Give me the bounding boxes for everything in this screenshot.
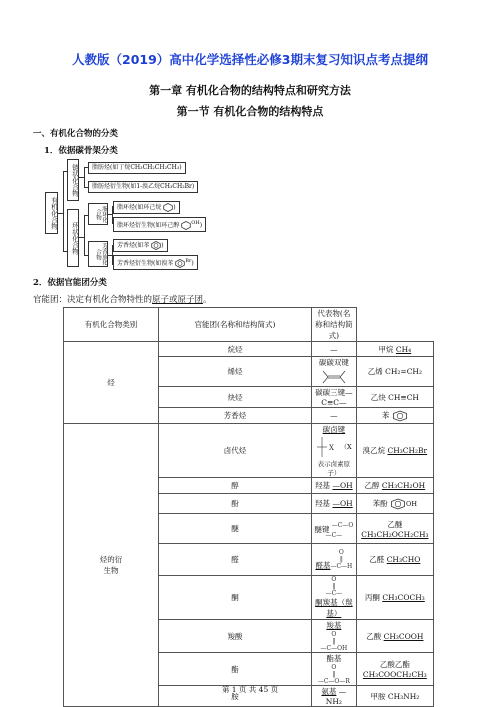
rep-cell: 丙酮 CH₃COCH₃ xyxy=(356,576,433,620)
tree-alicyclic: 脂环化合物 xyxy=(88,203,108,225)
tree-root: 有机化合物 xyxy=(45,192,58,234)
category-cell: 羧酸 xyxy=(159,620,312,653)
functional-group-definition: 官能团：决定有机化合物特性的原子或原子团。 xyxy=(33,295,212,305)
fg-cell: O ‖ —C— 酮羰基（羰基） xyxy=(312,576,357,620)
rep-cell: 乙酸乙酯 CH₃COOCH₂CH₃ xyxy=(356,653,433,686)
rep-cell: 乙炔 CH≡CH xyxy=(356,387,433,408)
heading-functional-group: 2．依据官能团分类 xyxy=(33,278,107,288)
tree-leaf-aliphatic-deriv: 脂肪烃衍生物(如1-溴乙烷CH₃CH₂Br) xyxy=(88,181,198,193)
group-hydrocarbon: 烃 xyxy=(64,342,159,424)
benzene-icon xyxy=(392,410,408,422)
fg-cell: 酯基O ‖ —C—O—R xyxy=(312,653,357,686)
category-cell: 醇 xyxy=(159,478,312,494)
tree-leaf-cycloalkane: 脂环烃(如环己烷 ) xyxy=(113,201,180,214)
fg-cell: 羟基 —OH xyxy=(312,478,357,494)
category-cell: 卤代烃 xyxy=(159,424,312,478)
rep-cell: 乙烯 CH₂=CH₂ xyxy=(356,357,433,387)
page-footer: 第 1 页 共 45 页 xyxy=(221,685,279,694)
group-derivatives: 烃的衍生物 xyxy=(64,424,159,707)
heading-classification: 一、有机化合物的分类 xyxy=(33,129,119,139)
category-cell: 烯烃 xyxy=(159,357,312,387)
carbon-halogen-structure xyxy=(316,435,338,459)
fg-cell: 碳碳双键 xyxy=(312,357,357,387)
table-row xyxy=(64,424,434,478)
benzene-icon xyxy=(390,498,406,510)
classification-tree xyxy=(45,159,245,269)
table-row xyxy=(64,342,434,357)
fg-cell: 碳卤键 X （X表示卤素原子） xyxy=(312,424,357,478)
rep-cell: 乙醛 CH₃CHO xyxy=(356,544,433,576)
fg-cell: 羟基 —OH xyxy=(312,494,357,514)
fg-cell: 氨基 —NH₂ xyxy=(312,686,357,707)
tree-chain: 链状化合物 xyxy=(67,159,79,201)
rep-cell: 甲烷 CH₄ xyxy=(356,342,433,357)
category-cell: 烷烃 xyxy=(159,342,312,357)
rep-cell: 苯 xyxy=(356,408,433,424)
category-cell: 芳香烃 xyxy=(159,408,312,424)
double-bond-structure xyxy=(321,368,347,386)
fg-cell: — xyxy=(312,408,357,424)
fg-cell: — xyxy=(312,342,357,357)
rep-cell: 甲胺 CH₃NH₂ xyxy=(356,686,433,707)
category-cell: 胺 xyxy=(159,686,312,707)
category-cell: 酯 xyxy=(159,653,312,686)
tree-leaf-bromobenzene: 芳香烃衍生物(如溴苯 $^{Br}$) xyxy=(113,255,198,270)
category-cell: 酚 xyxy=(159,494,312,514)
header-representative: 代表物(名称和结构简式) xyxy=(312,308,357,342)
benzene-icon xyxy=(151,241,161,250)
category-cell: 醛 xyxy=(159,544,312,576)
page-title: 人教版（2019）高中化学选择性必修3期末复习知识点考点提纲 xyxy=(72,52,428,67)
table-header-row xyxy=(64,308,434,342)
tree-leaf-aliphatic: 脂肪烃(如丁烷CH₃CH₂CH₂CH₃) xyxy=(88,162,186,174)
tree-leaf-benzene: 芳香烃(如苯 ) xyxy=(113,239,168,252)
benzene-icon xyxy=(175,259,185,268)
header-category: 有机化合物类别 xyxy=(64,308,159,342)
hexagon-icon xyxy=(181,221,191,230)
header-functional-group: 官能团(名称和结构简式) xyxy=(159,308,312,342)
category-cell: 炔烃 xyxy=(159,387,312,408)
section-heading: 第一节 有机化合物的结构特点 xyxy=(176,105,324,118)
heading-carbon-skeleton: 1．依据碳骨架分类 xyxy=(44,146,118,156)
functional-group-table xyxy=(63,307,434,707)
tree-aromatic: 芳香族化合物 xyxy=(88,241,108,267)
rep-cell: 溴乙烷 CH₃CH₂Br xyxy=(356,424,433,478)
tree-leaf-cyclohexanol: 脂环烃衍生物(如环己醇 $^{OH}$) xyxy=(113,217,206,232)
rep-cell: 乙醚 CH₃CH₂OCH₂CH₃ xyxy=(356,514,433,544)
chapter-heading: 第一章 有机化合物的结构特点和研究方法 xyxy=(149,84,351,97)
category-cell: 醚 xyxy=(159,514,312,544)
rep-cell: 乙酸 CH₃COOH xyxy=(356,620,433,653)
fg-cell: 碳碳三键—C≡C— xyxy=(312,387,357,408)
halogen-label: X xyxy=(329,444,335,452)
rep-cell: 乙醇 CH₃CH₂OH xyxy=(356,478,433,494)
fg-cell: 醚键 —C—O—C— xyxy=(312,514,357,544)
rep-cell: 苯酚 OH xyxy=(356,494,433,514)
tree-ring: 环状化合物 xyxy=(67,209,79,267)
hexagon-icon xyxy=(163,203,173,212)
fg-cell: 醛基O ‖ —C—H xyxy=(312,544,357,576)
category-cell: 酮 xyxy=(159,576,312,620)
fg-cell: 羧基O ‖ —C—OH xyxy=(312,620,357,653)
